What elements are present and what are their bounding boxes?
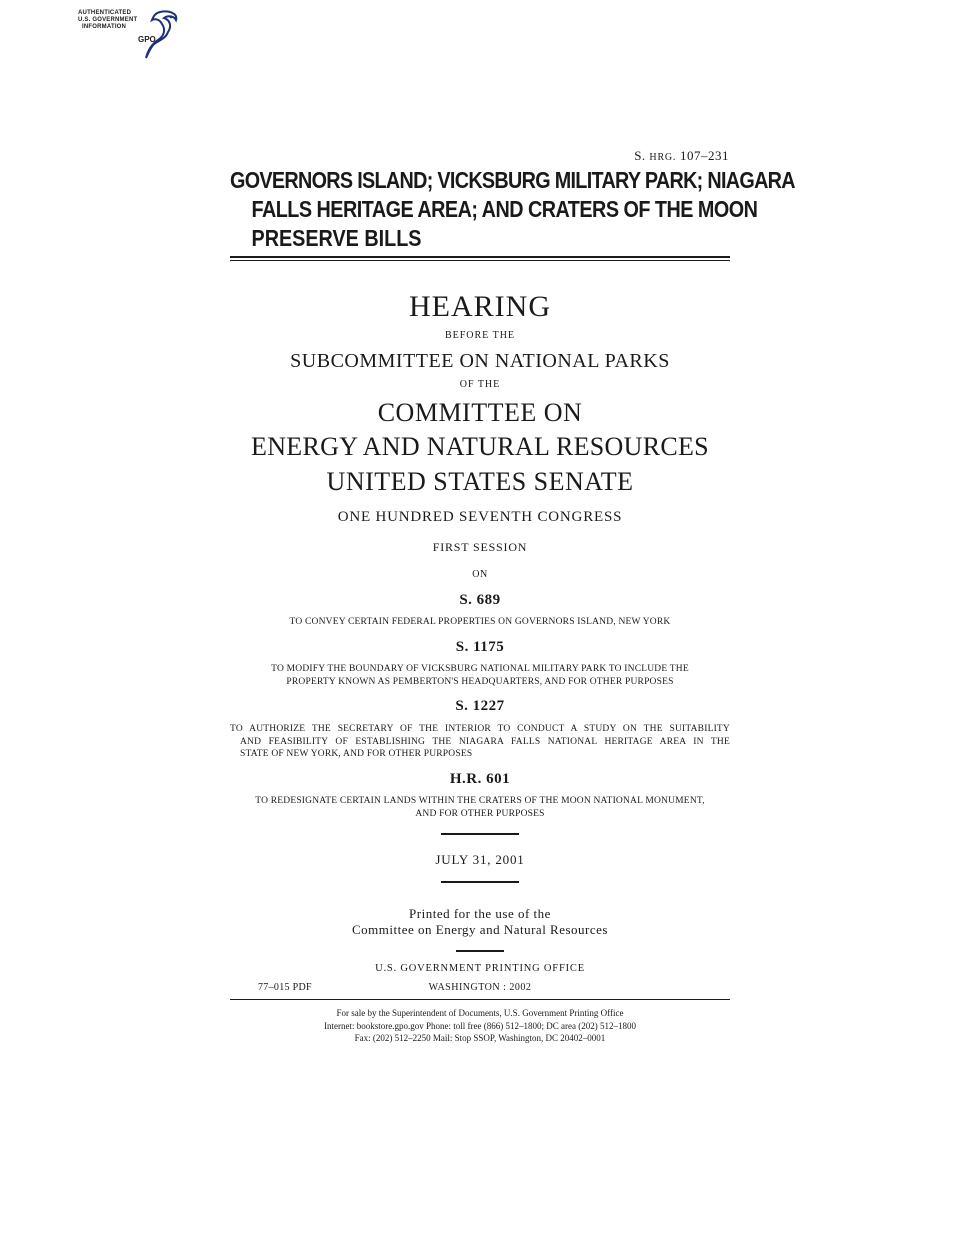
bill-description-4-line-1: TO REDESIGNATE CERTAIN LANDS WITHIN THE CRATERS OF THE MOON NATIONAL MONUMENT, (255, 796, 705, 806)
title-line-3: PRESERVE BILLS (251, 225, 422, 251)
committee-line-1: COMMITTEE ON (377, 398, 583, 427)
bill-description-3-line-1: TO AUTHORIZE THE SECRETARY OF THE INTERIOR TO CONDUCT A STUDY ON THE SUITABILITY (230, 724, 730, 734)
logo-line-1: AUTHENTICATED (78, 10, 132, 16)
title-rule-thin (230, 260, 730, 261)
bill-description-1: TO CONVEY CERTAIN FEDERAL PROPERTIES ON GOVERNORS ISLAND, NEW YORK (289, 617, 671, 627)
printed-rule (456, 950, 504, 952)
hearing-number-abbrev: HRG. (649, 152, 677, 163)
pdf-code: 77–015 PDF (258, 982, 312, 993)
title-line-2: FALLS HERITAGE AREA; AND CRATERS OF THE MOON (251, 196, 758, 222)
bill-description-3-line-2: AND FEASIBILITY OF ESTABLISHING THE NIAGARA FALLS NATIONAL HERITAGE AREA IN THE (240, 736, 730, 747)
committee-line-2: ENERGY AND NATURAL RESOURCES (251, 432, 709, 461)
session: FIRST SESSION (432, 540, 528, 554)
logo-line-3: INFORMATION (82, 24, 127, 30)
title-rule-thick (230, 256, 730, 258)
printed-for-line-1: Printed for the use of the (409, 906, 551, 921)
sale-info-line-1: For sale by the Superintendent of Documents, U.S. Government Printing Office (336, 1008, 624, 1018)
subcommittee-name: SUBCOMMITTEE ON NATIONAL PARKS (290, 350, 670, 372)
gpo-authenticated-logo (78, 8, 188, 58)
date-rule-bottom (441, 881, 519, 883)
printed-for-line-2: Committee on Energy and Natural Resources (351, 922, 608, 937)
bill-description-4-line-2: AND FOR OTHER PURPOSES (415, 808, 545, 819)
logo-gpo-mark: GPO (138, 35, 156, 44)
congress: ONE HUNDRED SEVENTH CONGRESS (337, 509, 623, 525)
on-label: ON (472, 569, 488, 580)
committee-line-3: UNITED STATES SENATE (326, 467, 634, 496)
logo-line-2: U.S. GOVERNMENT (78, 17, 138, 23)
before-the: BEFORE THE (444, 330, 516, 341)
of-the: OF THE (459, 379, 501, 390)
hearing-number-value: 107–231 (676, 148, 729, 163)
bill-description-2-line-1: TO MODIFY THE BOUNDARY OF VICKSBURG NATIONAL MILITARY PARK TO INCLUDE THE (271, 664, 689, 674)
gpo-eagle-icon (140, 10, 182, 60)
bill-description-3-line-3: STATE OF NEW YORK, AND FOR OTHER PURPOSES (240, 749, 473, 759)
imprint-rule (230, 999, 730, 1000)
hearing-date: JULY 31, 2001 (435, 852, 525, 867)
place-year: WASHINGTON : 2002 (428, 982, 532, 993)
document-title (230, 166, 795, 253)
printed-for-note (0, 906, 960, 938)
sale-info (0, 1007, 960, 1045)
bill-number-4: H.R. 601 (449, 771, 511, 787)
hearing-number (634, 148, 729, 164)
sale-info-line-3: Fax: (202) 512–2250 Mail: Stop SSOP, Washington, DC 20402–0001 (354, 1033, 606, 1043)
hearing-heading: HEARING (409, 290, 551, 323)
sale-info-line-2: Internet: bookstore.gpo.gov Phone: toll free (866) 512–1800; DC area (202) 512–1800 (324, 1020, 636, 1031)
bill-description-2-line-2: PROPERTY KNOWN AS PEMBERTON'S HEADQUARTERS, AND FOR OTHER PURPOSES (286, 676, 674, 687)
date-rule-top (441, 833, 519, 835)
bill-number-2: S. 1175 (455, 639, 505, 655)
bill-description-2 (0, 663, 960, 688)
bill-number-3: S. 1227 (455, 698, 505, 714)
printing-office: U.S. GOVERNMENT PRINTING OFFICE (375, 963, 585, 974)
hearing-number-prefix: S. (634, 148, 650, 163)
bill-description-3 (230, 723, 730, 761)
bill-description-4 (0, 795, 960, 820)
title-line-1: GOVERNORS ISLAND; VICKSBURG MILITARY PARK; NIAGARA (230, 167, 795, 193)
bill-number-1: S. 689 (459, 592, 501, 608)
